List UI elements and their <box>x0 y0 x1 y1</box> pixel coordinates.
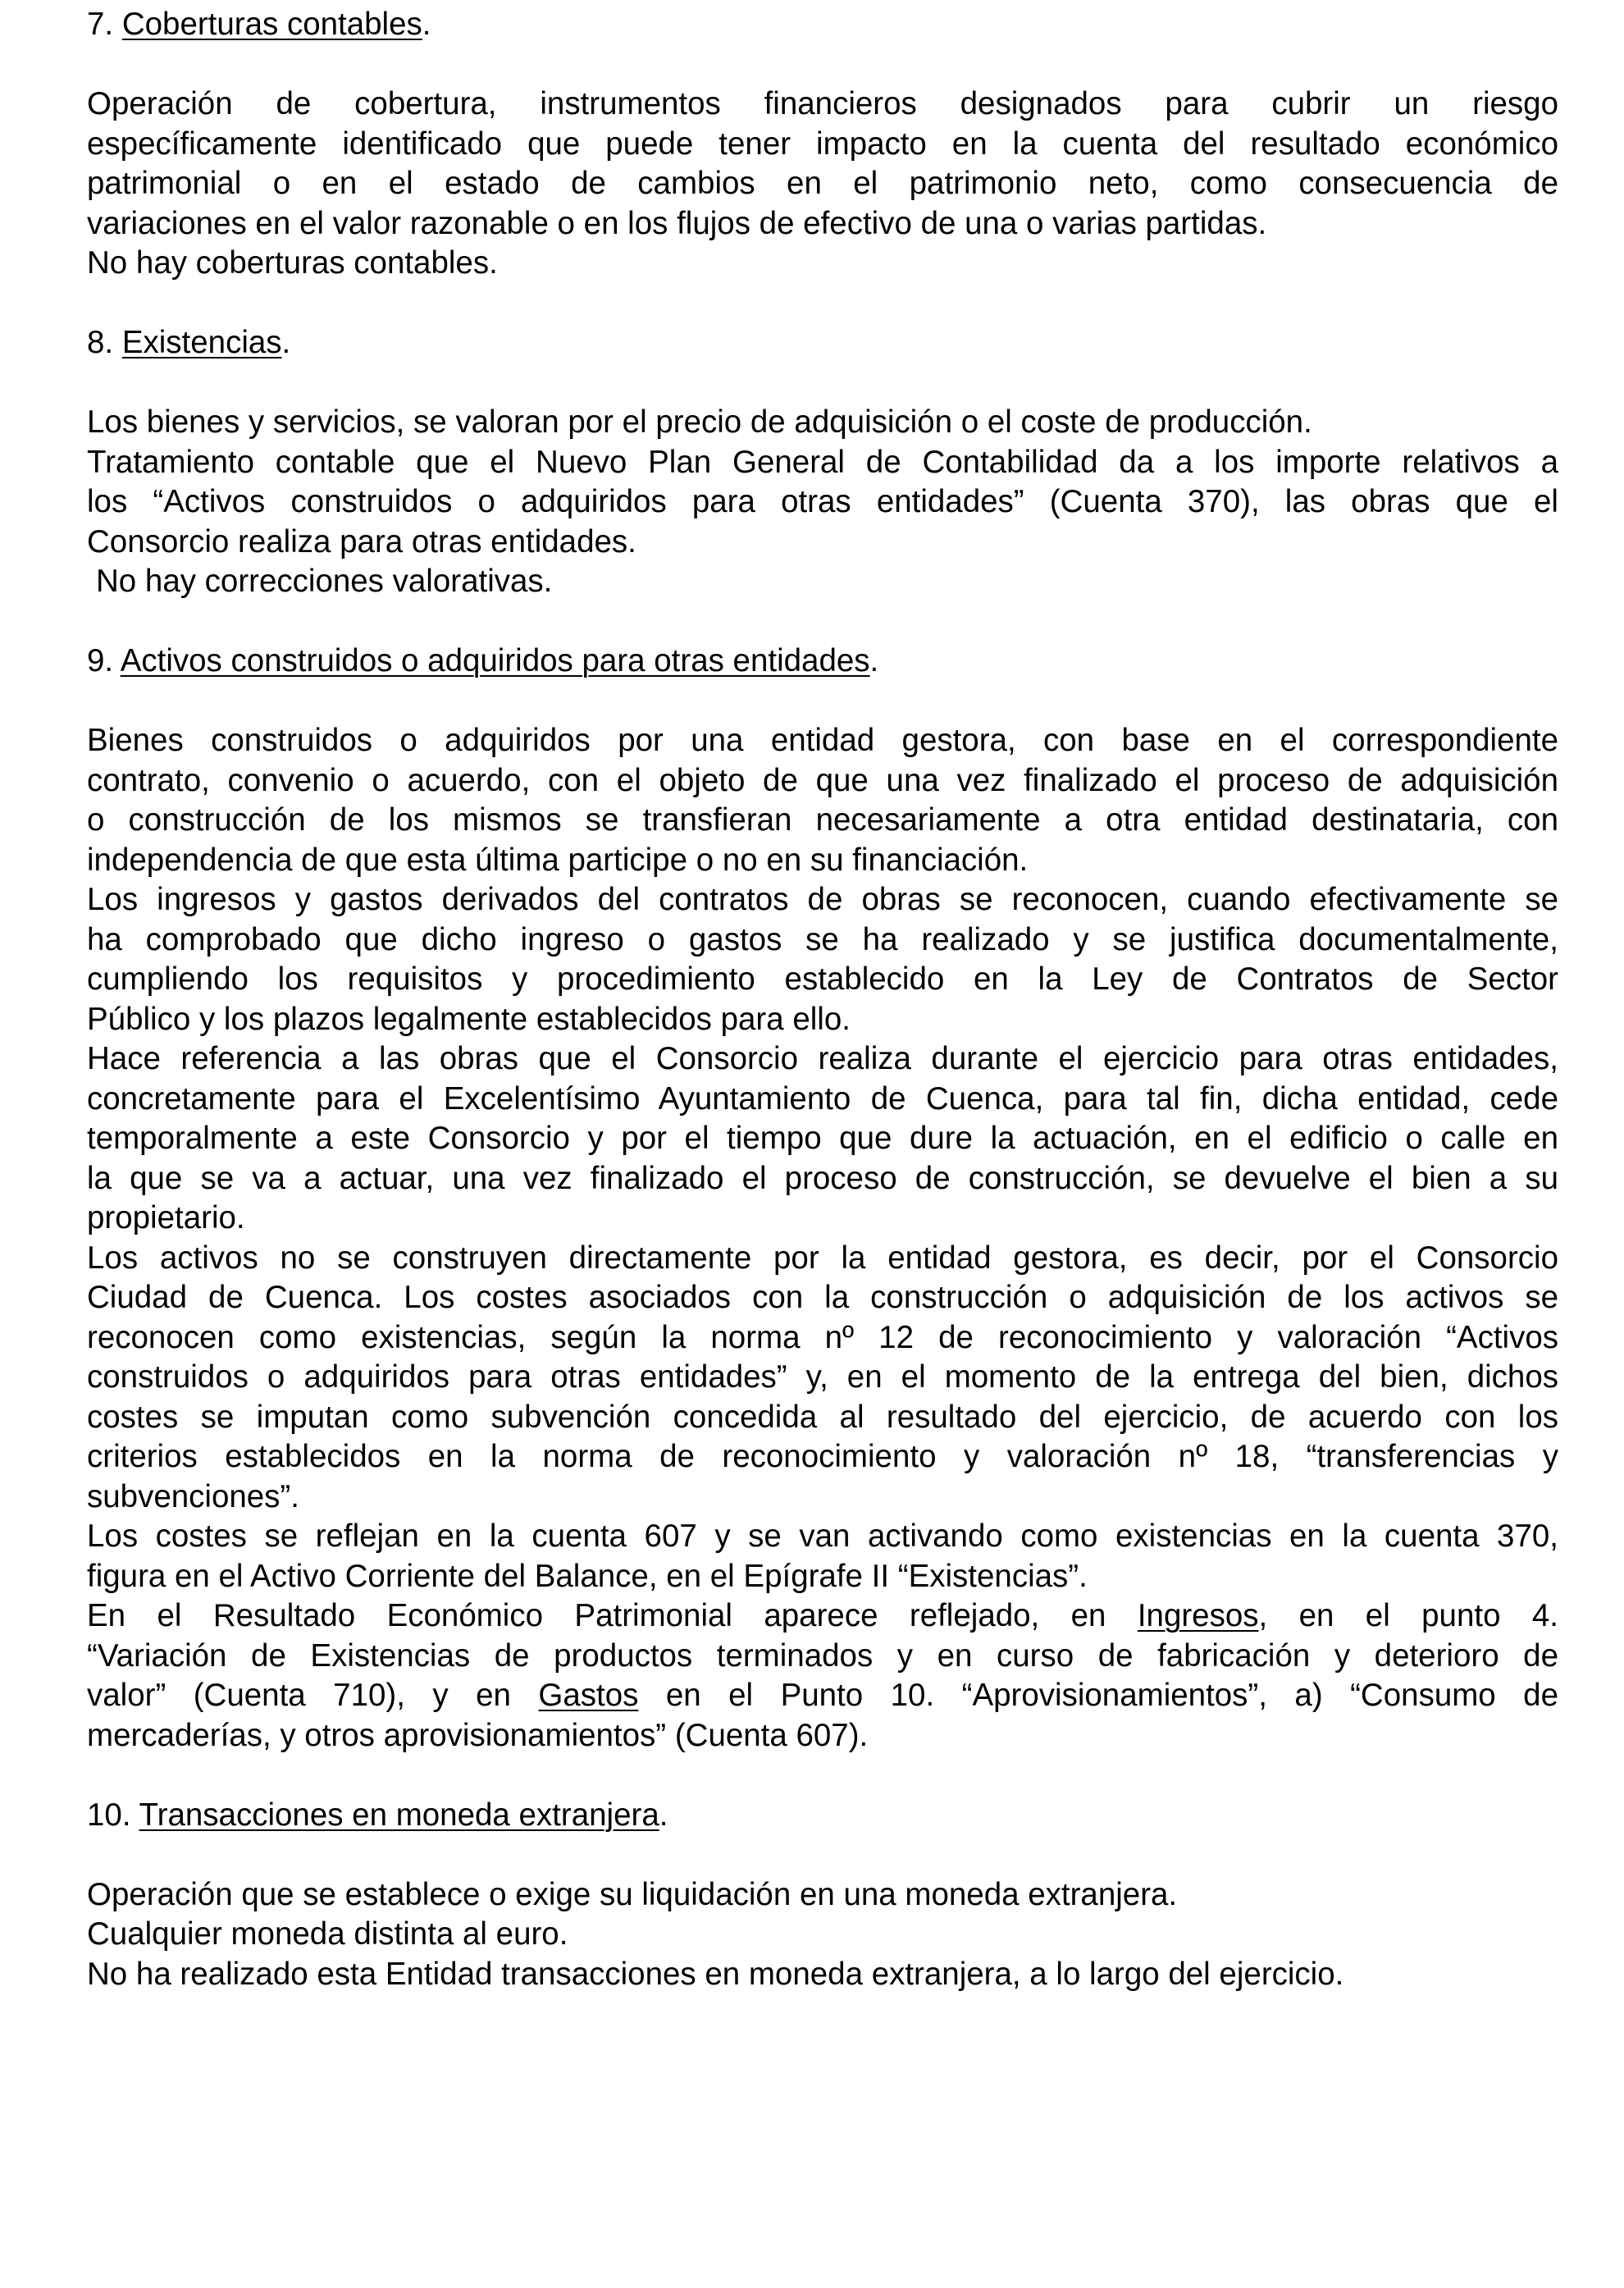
text-line: ha comprobado que dicho ingreso o gastos se ha realizado y se justifica documentalmente, <box>87 921 1558 957</box>
section-number: 10. <box>87 1797 131 1833</box>
text-line: específicamente identificado que puede tener impacto en la cuenta del resultado económico <box>87 126 1558 162</box>
text-line: Tratamiento contable que el Nuevo Plan General de Contabilidad da a los importe relativos a <box>87 444 1558 480</box>
text-line: los “Activos construidos o adquiridos para otras entidades” (Cuenta 370), las obras que el <box>87 484 1558 519</box>
section-heading-8: 8. Existencias. <box>87 325 291 360</box>
text-line: Cualquier moneda distinta al euro. <box>87 1916 568 1952</box>
section-title: Activos construidos o adquiridos para otras entidades <box>120 643 870 678</box>
text-run: En el Resultado Económico Patrimonial aparece reflejado, en <box>87 1598 1138 1633</box>
text-line: costes se imputan como subvención concedida al resultado del ejercicio, de acuerdo con los <box>87 1399 1558 1435</box>
section-title: Existencias <box>121 325 282 360</box>
text-run: en el Punto 10. “Aprovisionamientos”, a) “Consumo de <box>638 1678 1559 1713</box>
text-line: No ha realizado esta Entidad transacciones en moneda extranjera, a lo largo del ejercicio. <box>87 1956 1344 1992</box>
text-line: Los bienes y servicios, se valoran por el precio de adquisición o el coste de producción. <box>87 404 1312 440</box>
text-line: Público y los plazos legalmente establecidos para ello. <box>87 1001 851 1037</box>
section-title: Transacciones en moneda extranjera <box>139 1797 659 1833</box>
text-line: propietario. <box>87 1200 245 1235</box>
text-run: , en el punto 4. <box>1258 1598 1558 1633</box>
section-heading-10: 10. Transacciones en moneda extranjera. <box>87 1797 668 1833</box>
text-line: temporalmente a este Consorcio y por el tiempo que dure la actuación, en el edificio o calle en <box>87 1121 1558 1156</box>
section-number: 8. <box>87 325 114 360</box>
text-line: Operación que se establece o exige su liquidación en una moneda extranjera. <box>87 1876 1178 1912</box>
text-line: contrato, convenio o acuerdo, con el objeto de que una vez finalizado el proceso de adquisición <box>87 762 1558 798</box>
text-line: No hay coberturas contables. <box>87 245 498 281</box>
text-line: Los costes se reflejan en la cuenta 607 y se van activando como existencias en la cuenta 370, <box>87 1518 1558 1554</box>
text-line: mercaderías, y otros aprovisionamientos” (Cuenta 607). <box>87 1717 869 1753</box>
text-line: “Variación de Existencias de productos terminados y en curso de fabricación y deterioro de <box>87 1637 1558 1674</box>
text-line: Bienes construidos o adquiridos por una entidad gestora, con base en el correspondiente <box>87 723 1558 758</box>
text-line: variaciones en el valor razonable o en los flujos de efectivo de una o varias partidas. <box>87 205 1267 241</box>
section-number: 7. <box>87 7 114 42</box>
text-line: No hay correcciones valorativas. <box>96 564 553 599</box>
text-line: Ciudad de Cuenca. Los costes asociados con la construcción o adquisición de los activos se <box>87 1280 1558 1315</box>
section-heading-9: 9. Activos construidos o adquiridos para otras entidades. <box>87 643 879 678</box>
text-line: criterios establecidos en la norma de reconocimiento y valoración nº 18, “transferencias y <box>87 1439 1558 1474</box>
text-line: la que se va a actuar, una vez finalizado el proceso de construcción, se devuelve el bien a su <box>87 1160 1558 1196</box>
text-line: construidos o adquiridos para otras entidades” y, en el momento de la entrega del bien, dichos <box>87 1359 1558 1395</box>
text-line: Operación de cobertura, instrumentos financieros designados para cubrir un riesgo <box>87 86 1558 121</box>
text-line: reconocen como existencias, según la norma nº 12 de reconocimiento y valoración “Activos <box>87 1319 1558 1355</box>
text-line: Consorcio realiza para otras entidades. <box>87 523 636 559</box>
ingresos-underlined: Ingresos <box>1137 1598 1259 1633</box>
text-run: valor” (Cuenta 710), y en <box>87 1678 539 1713</box>
text-line: subvenciones”. <box>87 1478 299 1514</box>
text-line: figura en el Activo Corriente del Balance, en el Epígrafe II “Existencias”. <box>87 1558 1088 1594</box>
text-line: o construcción de los mismos se transfieran necesariamente a otra entidad destinataria, con <box>87 802 1558 838</box>
text-line: cumpliendo los requisitos y procedimiento establecido en la Ley de Contratos de Sector <box>87 961 1558 997</box>
text-line: Los activos no se construyen directamente por la entidad gestora, es decir, por el Consorcio <box>87 1240 1558 1276</box>
gastos-underlined: Gastos <box>538 1678 639 1713</box>
document-body <box>87 5 1558 1994</box>
text-line: concretamente para el Excelentísimo Ayuntamiento de Cuenca, para tal fin, dicha entidad, cede <box>87 1080 1558 1117</box>
section-heading-7: 7. Coberturas contables. <box>87 7 431 42</box>
text-line: Hace referencia a las obras que el Consorcio realiza durante el ejercicio para otras entidades, <box>87 1041 1558 1076</box>
text-line <box>87 1676 1558 1716</box>
text-line: Los ingresos y gastos derivados del contratos de obras se reconocen, cuando efectivamente se <box>87 882 1558 917</box>
section-number: 9. <box>87 643 114 678</box>
text-line <box>87 1596 1558 1637</box>
text-line: independencia de que esta última participe o no en su financiación. <box>87 842 1029 878</box>
section-title: Coberturas contables <box>121 7 422 42</box>
text-line: patrimonial o en el estado de cambios en el patrimonio neto, como consecuencia de <box>87 166 1558 201</box>
